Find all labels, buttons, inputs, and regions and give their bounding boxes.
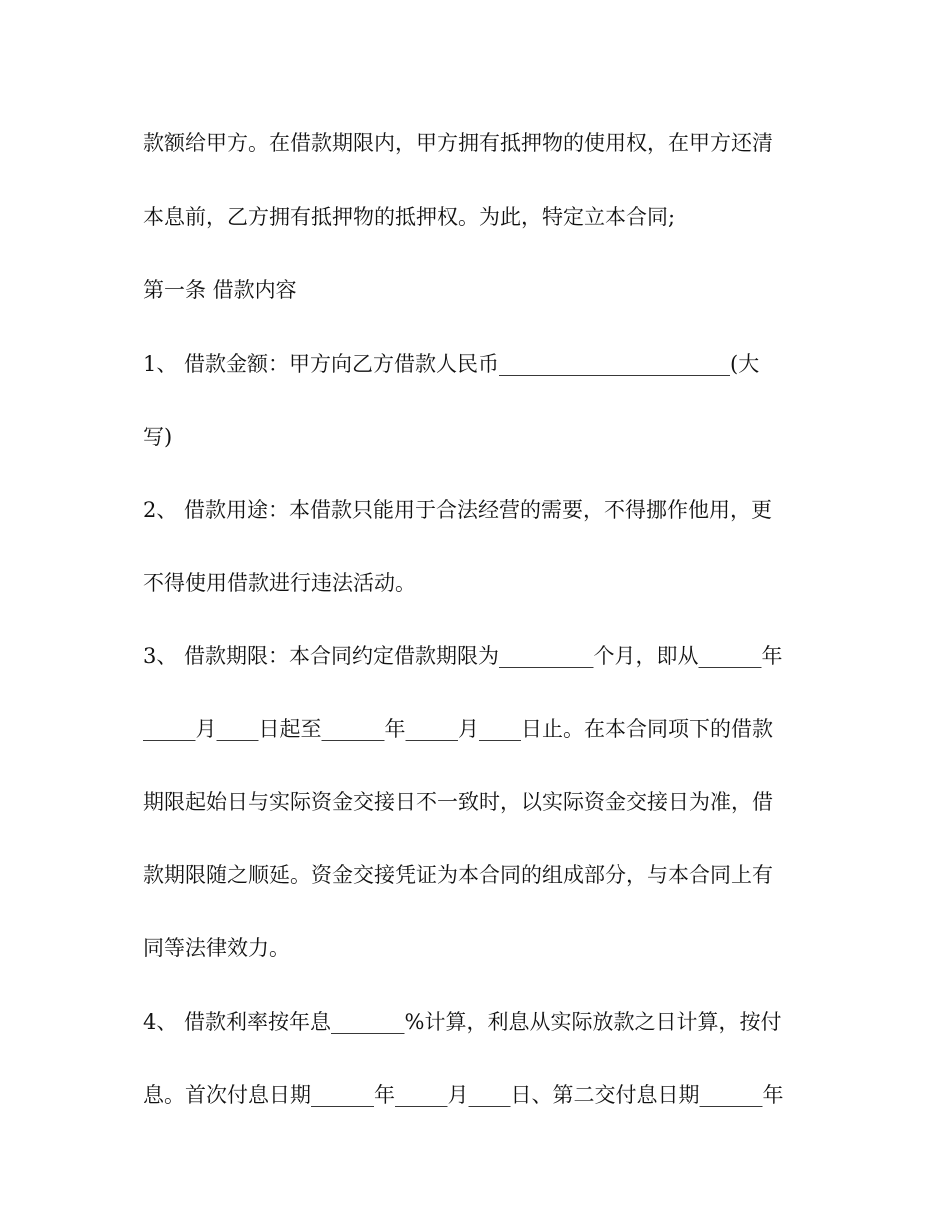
section-heading-article-1: 第一条 借款内容	[143, 278, 297, 302]
clause-3-continuation-1: _____月____日起至______年_____月____日止。在本合同项下的借款	[143, 717, 773, 741]
clause-3-loan-term: 3、 借款期限：本合同约定借款期限为_________个月，即从______年	[143, 644, 783, 668]
clause-3-continuation-3: 款期限随之顺延。资金交接凭证为本合同的组成部分，与本合同上有	[143, 863, 773, 887]
clause-2-loan-purpose: 2、 借款用途：本借款只能用于合法经营的需要，不得挪作他用，更	[143, 498, 773, 522]
paragraph-line-1: 款额给甲方。在借款期限内，甲方拥有抵押物的使用权，在甲方还清	[143, 131, 773, 155]
clause-2-continuation: 不得使用借款进行违法活动。	[143, 571, 416, 595]
clause-4-interest-rate: 4、 借款利率按年息_______%计算，利息从实际放款之日计算，按付	[143, 1010, 782, 1034]
clause-1-loan-amount: 1、 借款金额：甲方向乙方借款人民币______________________(大	[143, 352, 760, 376]
paragraph-line-2: 本息前，乙方拥有抵押物的抵押权。为此，特定立本合同;	[143, 205, 676, 229]
clause-3-continuation-4: 同等法律效力。	[143, 936, 290, 960]
clause-1-continuation: 写)	[143, 425, 173, 449]
clause-3-continuation-2: 期限起始日与实际资金交接日不一致时，以实际资金交接日为准，借	[143, 790, 773, 814]
clause-4-continuation: 息。首次付息日期______年_____月____日、第二交付息日期______年	[143, 1083, 784, 1107]
